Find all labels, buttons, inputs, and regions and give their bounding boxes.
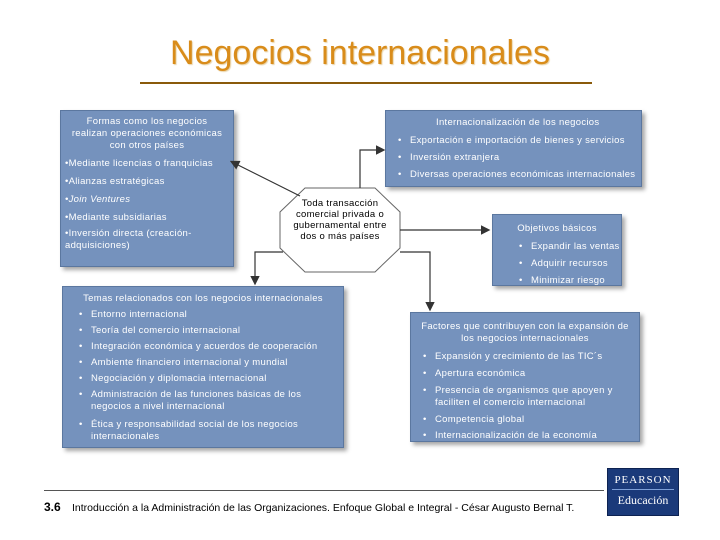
topics-box-header: Temas relacionados con los negocios internacionales [83,293,323,304]
factors-box [410,312,640,442]
pearson-logo [607,468,679,516]
list-item: • Presencia de organismos que apoyen y faciliten el comercio internacional [435,385,633,409]
arrow-to-topics [255,252,283,283]
list-item: • Integración económica y acuerdos de cooperación [91,341,333,353]
list-item: • Diversas operaciones económicas internacionales [410,169,641,181]
internationalization-box-header: Internacionalización de los negocios [436,117,600,128]
logo-line-2: Educación [617,493,669,507]
topics-box [62,286,344,448]
list-item: • Expansión y crecimiento de las TIC´s [435,351,633,363]
objectives-list [493,235,621,287]
list-item: • Ética y responsabilidad social de los negocios internacionales [91,419,333,443]
list-item: • Adquirir recursos [531,258,621,270]
objectives-box [492,214,622,286]
objectives-box-header: Objetivos básicos [517,223,597,234]
list-item: •Inversión directa (creación-adquisiciones) [65,228,192,251]
list-item: •Mediante licencias o franquicias [65,158,213,169]
logo-line-1: PEARSON [614,474,672,486]
list-item: • Exportación e importación de bienes y servicios [410,135,641,147]
arrow-to-factors [400,252,430,309]
page-title: Negocios internacionales [170,34,550,72]
footer-rule [44,490,604,491]
arrow-to-internationalization [360,150,383,188]
list-item: •Mediante subsidiarias [65,212,167,223]
central-definition-text: Toda transacción comercial privada o gubernamental entre dos o más países [293,198,387,242]
list-item: • Teoría del comercio internacional [91,325,333,337]
list-item: • Ambiente financiero internacional y mundial [91,357,333,369]
factors-box-header: Factores que contribuyen con la expansión de los negocios internacionales [421,321,629,344]
list-item: • Internacionalización de la economía [435,430,633,442]
list-item: •Join Ventures [65,194,131,205]
list-item: • Entorno internacional [91,309,333,321]
list-item: • Administración de las funciones básicas de los negocios a nivel internacional [91,389,333,413]
list-item: • Negociación y diplomacia internacional [91,373,333,385]
list-item: •Alianzas estratégicas [65,176,165,187]
slide-number: 3.6 [44,500,61,514]
topics-list [63,305,343,443]
forms-box-header: Formas como los negocios realizan operaciones económicas con otros países [71,116,223,151]
list-item: • Apertura económica [435,368,633,380]
arrow-to-forms [232,162,300,196]
factors-list [411,345,639,442]
list-item: • Inversión extranjera [410,152,641,164]
list-item: • Competencia global [435,414,633,426]
footer-citation: Introducción a la Administración de las Organizaciones. Enfoque Global e Integral - César Augusto Bernal T. [72,502,575,514]
list-item: • Minimizar riesgo [531,275,621,287]
list-item: • Expandir las ventas [531,241,621,253]
logo-separator [612,489,674,490]
